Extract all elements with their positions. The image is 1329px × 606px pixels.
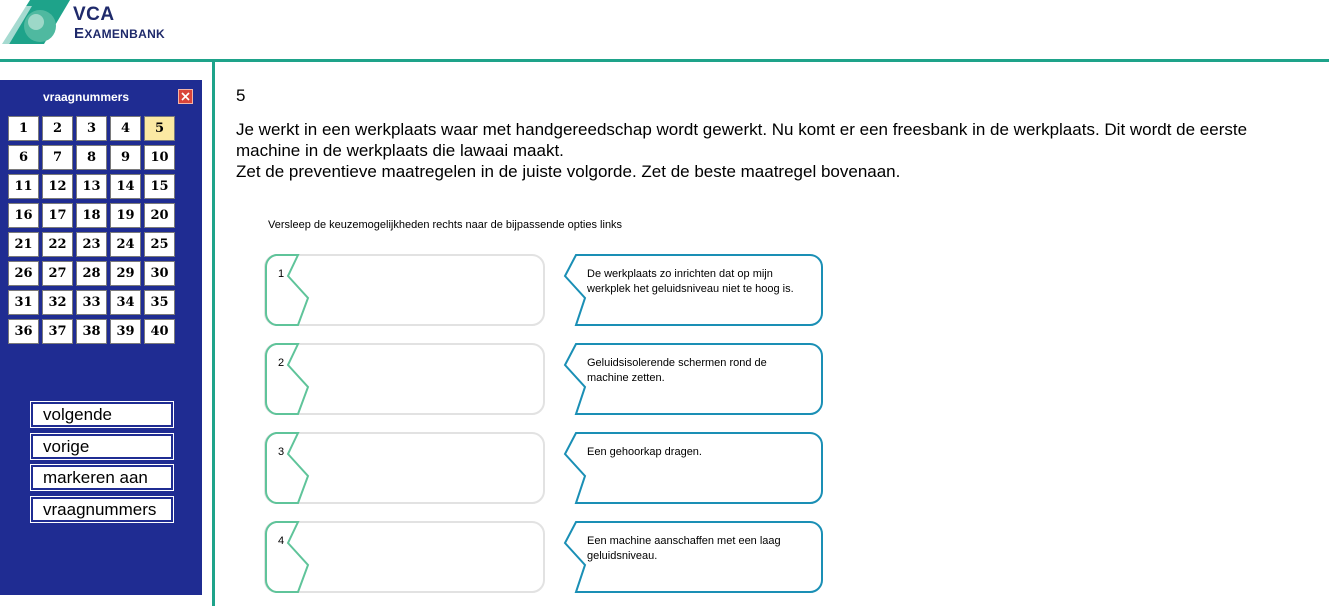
question-number-cell[interactable]: 9 [110, 145, 141, 170]
question-number-cell[interactable]: 4 [110, 116, 141, 141]
option-text: De werkplaats zo inrichten dat op mijn werkplek het geluidsniveau niet te hoog is. [587, 268, 794, 295]
question-number-cell[interactable]: 34 [110, 290, 141, 315]
question-number-cell[interactable]: 33 [76, 290, 107, 315]
question-numbers-button[interactable]: vraagnummers [31, 497, 173, 522]
question-text [236, 119, 1306, 182]
mark-toggle-button[interactable]: markeren aan [31, 465, 173, 490]
option-card-1[interactable] [563, 254, 823, 326]
question-number-cell[interactable]: 36 [8, 319, 39, 344]
question-line: Zet de preventieve maatregelen in de juiste volgorde. Zet de beste maatregel bovenaan. [236, 162, 901, 181]
question-number-cell[interactable]: 19 [110, 203, 141, 228]
question-number-cell[interactable]: 1 [8, 116, 39, 141]
question-number-cell[interactable]: 26 [8, 261, 39, 286]
question-number-cell[interactable]: 12 [42, 174, 73, 199]
question-number-cell[interactable]: 15 [144, 174, 175, 199]
drop-slot-1[interactable] [264, 254, 546, 326]
question-number-cell[interactable]: 3 [76, 116, 107, 141]
question-number-cell[interactable]: 35 [144, 290, 175, 315]
header [0, 0, 1329, 60]
slot-number: 2 [278, 357, 285, 369]
question-number-cell[interactable]: 17 [42, 203, 73, 228]
question-number-cell[interactable]: 8 [76, 145, 107, 170]
question-number-cell[interactable]: 27 [42, 261, 73, 286]
question-number: 5 [236, 86, 246, 105]
option-card-4[interactable] [563, 521, 823, 593]
question-number-cell[interactable]: 40 [144, 319, 175, 344]
question-number-cell[interactable]: 11 [8, 174, 39, 199]
question-number-cell[interactable]: 13 [76, 174, 107, 199]
brand-subtitle-rest: XAMENBANK [84, 27, 166, 41]
next-button[interactable]: volgende [31, 402, 173, 427]
instruction-text: Versleep de keuzemogelijkheden rechts naar de bijpassende opties links [268, 219, 623, 231]
question-number-cell[interactable]: 30 [144, 261, 175, 286]
question-number-cell[interactable]: 5 [144, 116, 175, 141]
slot-number: 4 [278, 535, 285, 547]
question-number-cell[interactable]: 2 [42, 116, 73, 141]
question-number-cell[interactable]: 10 [144, 145, 175, 170]
question-number-cell[interactable]: 32 [42, 290, 73, 315]
question-number-cell[interactable]: 18 [76, 203, 107, 228]
option-text: Geluidsisolerende schermen rond de machine zetten. [587, 357, 767, 384]
drop-slot-4[interactable] [264, 521, 546, 593]
option-text: Een machine aanschaffen met een laag geluidsniveau. [587, 535, 781, 562]
option-text: Een gehoorkap dragen. [587, 446, 702, 458]
question-number-cell[interactable]: 14 [110, 174, 141, 199]
drop-slot-3[interactable] [264, 432, 546, 504]
slot-number: 1 [278, 268, 285, 280]
question-number-cell[interactable]: 39 [110, 319, 141, 344]
header-divider [0, 59, 1329, 62]
question-number-cell[interactable]: 29 [110, 261, 141, 286]
question-number-cell[interactable]: 37 [42, 319, 73, 344]
brand-subtitle: EXAMENBANK [74, 25, 166, 42]
previous-button[interactable]: vorige [31, 434, 173, 459]
question-number-cell[interactable]: 20 [144, 203, 175, 228]
drop-slot-2[interactable] [264, 343, 546, 415]
question-number-cell[interactable]: 25 [144, 232, 175, 257]
question-number-cell[interactable]: 16 [8, 203, 39, 228]
question-navigator [0, 80, 202, 595]
question-number-cell[interactable]: 28 [76, 261, 107, 286]
brand-name: VCA [73, 4, 115, 25]
navigator-title: vraagnummers [42, 90, 130, 104]
sidebar-divider [212, 62, 215, 606]
logo-icon [0, 0, 72, 46]
question-number-cell[interactable]: 31 [8, 290, 39, 315]
question-number-cell[interactable]: 7 [42, 145, 73, 170]
question-number-cell[interactable]: 38 [76, 319, 107, 344]
close-icon[interactable] [178, 89, 193, 104]
question-number-cell[interactable]: 21 [8, 232, 39, 257]
option-card-3[interactable] [563, 432, 823, 504]
question-line: Je werkt in een werkplaats waar met handgereedschap wordt gewerkt. Nu komt er een freesbank in de werkplaats. Dit wordt de eerste machine in de werkplaats die lawaai maakt. [236, 120, 1248, 160]
question-number-cell[interactable]: 23 [76, 232, 107, 257]
option-card-2[interactable] [563, 343, 823, 415]
question-number-cell[interactable]: 22 [42, 232, 73, 257]
question-number-cell[interactable]: 24 [110, 232, 141, 257]
question-number-cell[interactable]: 6 [8, 145, 39, 170]
slot-number: 3 [278, 446, 285, 458]
